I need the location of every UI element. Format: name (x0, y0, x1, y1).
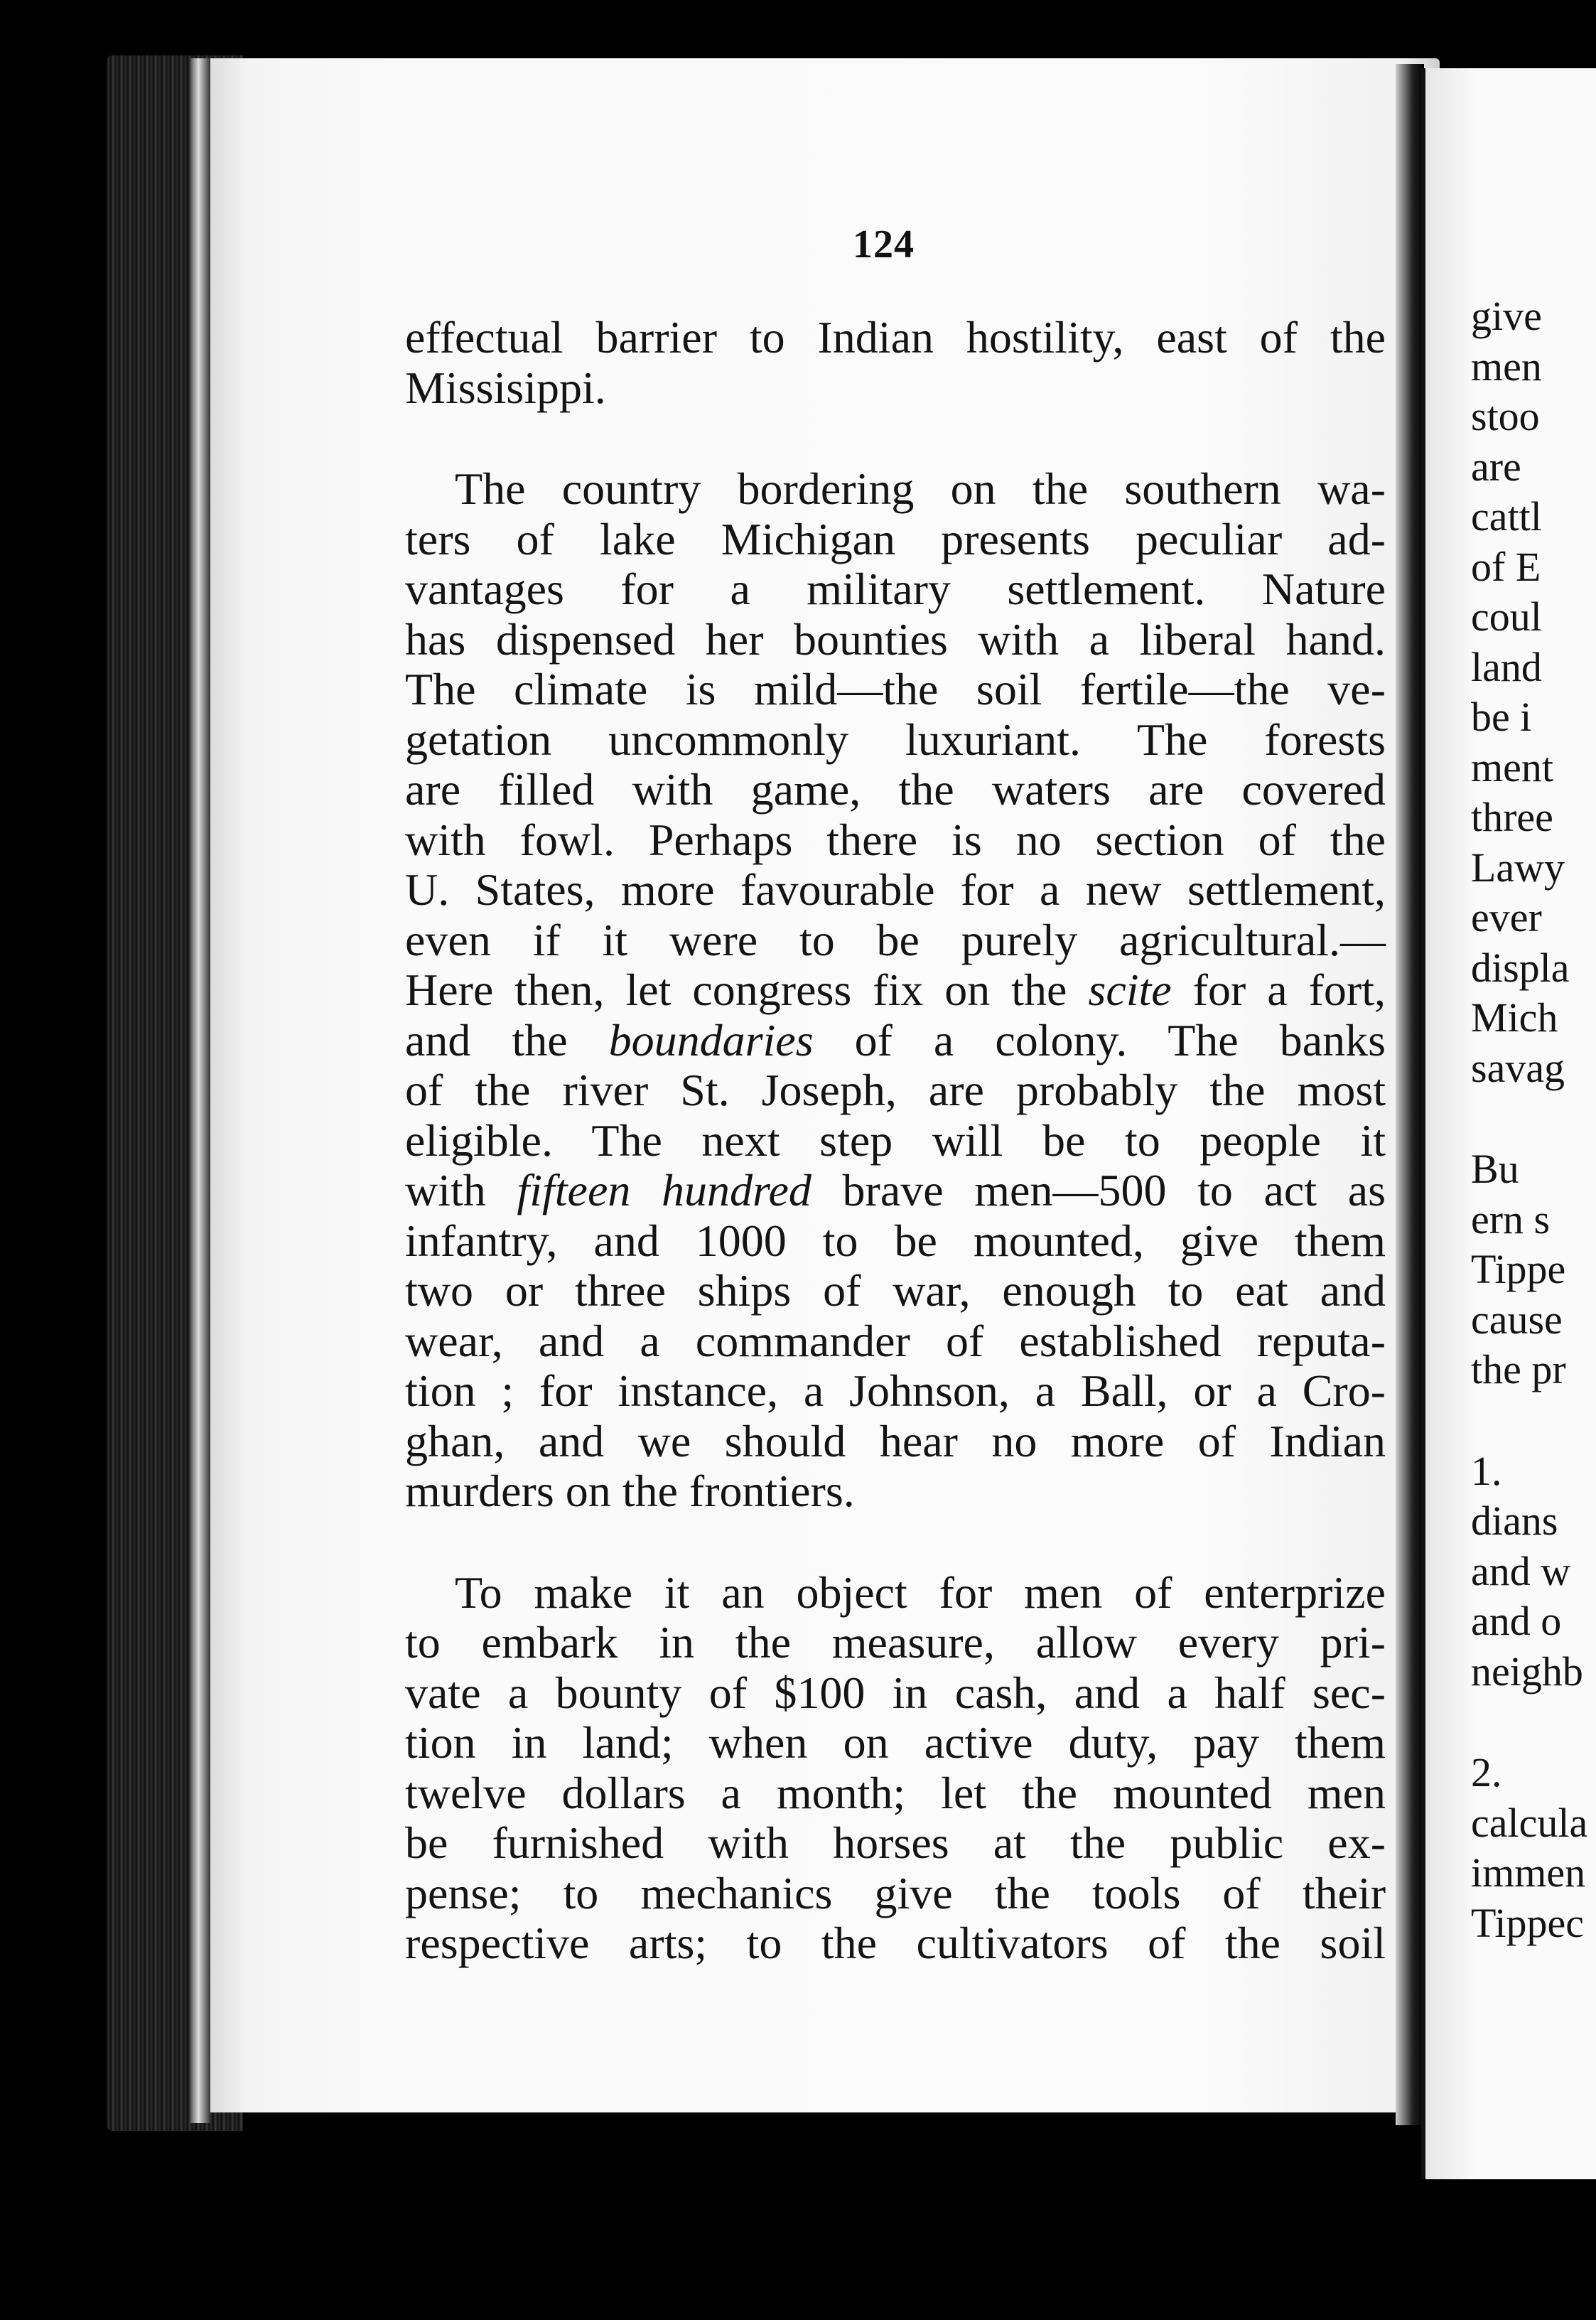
facing-line: Tippe (1471, 1246, 1566, 1292)
italic-word: fifteen hundred (517, 1165, 812, 1215)
text-line: wear, and a commander of established reputa- (405, 1315, 1386, 1366)
text-line: The climate is mild—the soil fertile—the ve- (405, 664, 1386, 714)
text-line: The country bordering on the southern wa- (455, 463, 1386, 514)
page-number: 124 (853, 222, 915, 267)
text-line: even if it were to be purely agricultural.— (405, 914, 1386, 965)
text-line: tion ; for instance, a Johnson, a Ball, or a Cro- (405, 1365, 1386, 1416)
text-line: with fowl. Perhaps there is no section of the (405, 814, 1386, 865)
text-line: tion in land; when on active duty, pay them (405, 1717, 1386, 1768)
text-line: ghan, and we should hear no more of Indian (405, 1415, 1386, 1466)
facing-line: displa (1471, 944, 1570, 991)
facing-line: stoo (1471, 393, 1540, 439)
text-line: murders on the frontiers. (405, 1466, 855, 1516)
text-line: has dispensed her bounties with a liberal hand. (405, 613, 1386, 665)
facing-line: men (1471, 343, 1542, 390)
facing-line: calcula (1471, 1799, 1588, 1846)
text-line: ters of lake Michigan presents peculiar ad- (405, 513, 1386, 564)
facing-line: land (1471, 643, 1542, 690)
text-line: To make it an object for men of enterprize (455, 1567, 1386, 1618)
italic-word: scite (1088, 965, 1172, 1015)
text-line: two or three ships of war, enough to eat and (405, 1265, 1386, 1316)
facing-line: Mich (1471, 994, 1558, 1041)
facing-line: Lawy (1471, 844, 1565, 891)
text-line-fifteen: with fifteen hundred brave men—500 to act as (405, 1165, 1386, 1215)
text-line: effectual barrier to Indian hostility, east of the (405, 312, 1386, 362)
text-line: be furnished with horses at the public ex- (405, 1817, 1386, 1868)
text-line-boundaries: and the boundaries of a colony. The banks (405, 1014, 1386, 1065)
text-line: of the river St. Joseph, are probably the most (405, 1065, 1386, 1115)
facing-line: neighb (1471, 1648, 1583, 1695)
facing-line: Tippec (1471, 1899, 1584, 1946)
text-line: getation uncommonly luxuriant. The forests (405, 714, 1386, 765)
facing-line: immen (1471, 1849, 1586, 1896)
facing-line: the pr (1471, 1346, 1566, 1392)
text-line: U. States, more favourable for a new settlement, (405, 864, 1386, 915)
book-gutter (1396, 64, 1424, 2125)
text-line: Missisippi. (405, 362, 606, 413)
text-line: vate a bounty of $100 in cash, and a half sec- (405, 1667, 1386, 1718)
italic-word: boundaries (608, 1014, 814, 1065)
facing-line: are (1471, 443, 1521, 490)
text-line-scite: Here then, let congress fix on the scite for a fort, (405, 965, 1386, 1015)
facing-line: dians (1471, 1498, 1558, 1544)
facing-line: 2. (1471, 1749, 1502, 1795)
facing-line: give (1471, 293, 1542, 339)
text-line: pense; to mechanics give the tools of their (405, 1867, 1386, 1918)
facing-line: ern s (1471, 1196, 1551, 1242)
facing-line: ever (1471, 894, 1542, 940)
paragraph-3 (405, 1568, 1386, 1969)
facing-line: be i (1471, 694, 1532, 740)
facing-line: and w (1471, 1547, 1571, 1594)
text-line: to embark in the measure, allow every pri- (405, 1617, 1386, 1668)
facing-line: of E (1471, 543, 1541, 590)
facing-page-text (1471, 291, 1588, 1948)
text-line: respective arts; to the cultivators of the soil (405, 1918, 1386, 1968)
text-line: infantry, and 1000 to be mounted, give them (405, 1215, 1386, 1266)
facing-line: three (1471, 794, 1553, 840)
facing-line: ment (1471, 743, 1553, 790)
facing-line: coul (1471, 594, 1542, 640)
facing-line: cause (1471, 1296, 1563, 1343)
text-line: vantages for a military settlement. Nature (405, 564, 1386, 614)
paragraph-1 (405, 313, 1386, 413)
page-body (405, 313, 1386, 1969)
paragraph-2 (405, 464, 1386, 1517)
facing-line: cattl (1471, 493, 1542, 539)
text-line: twelve dollars a month; let the mounted men (405, 1767, 1386, 1818)
text-line: are filled with game, the waters are covered (405, 764, 1386, 815)
text-line: eligible. The next step will be to people it (405, 1115, 1386, 1166)
page-edge-highlight (190, 58, 210, 2123)
facing-line: Bu (1471, 1146, 1519, 1192)
facing-line: and o (1471, 1598, 1562, 1644)
facing-line: savag (1471, 1044, 1565, 1091)
facing-line: 1. (1471, 1447, 1502, 1494)
